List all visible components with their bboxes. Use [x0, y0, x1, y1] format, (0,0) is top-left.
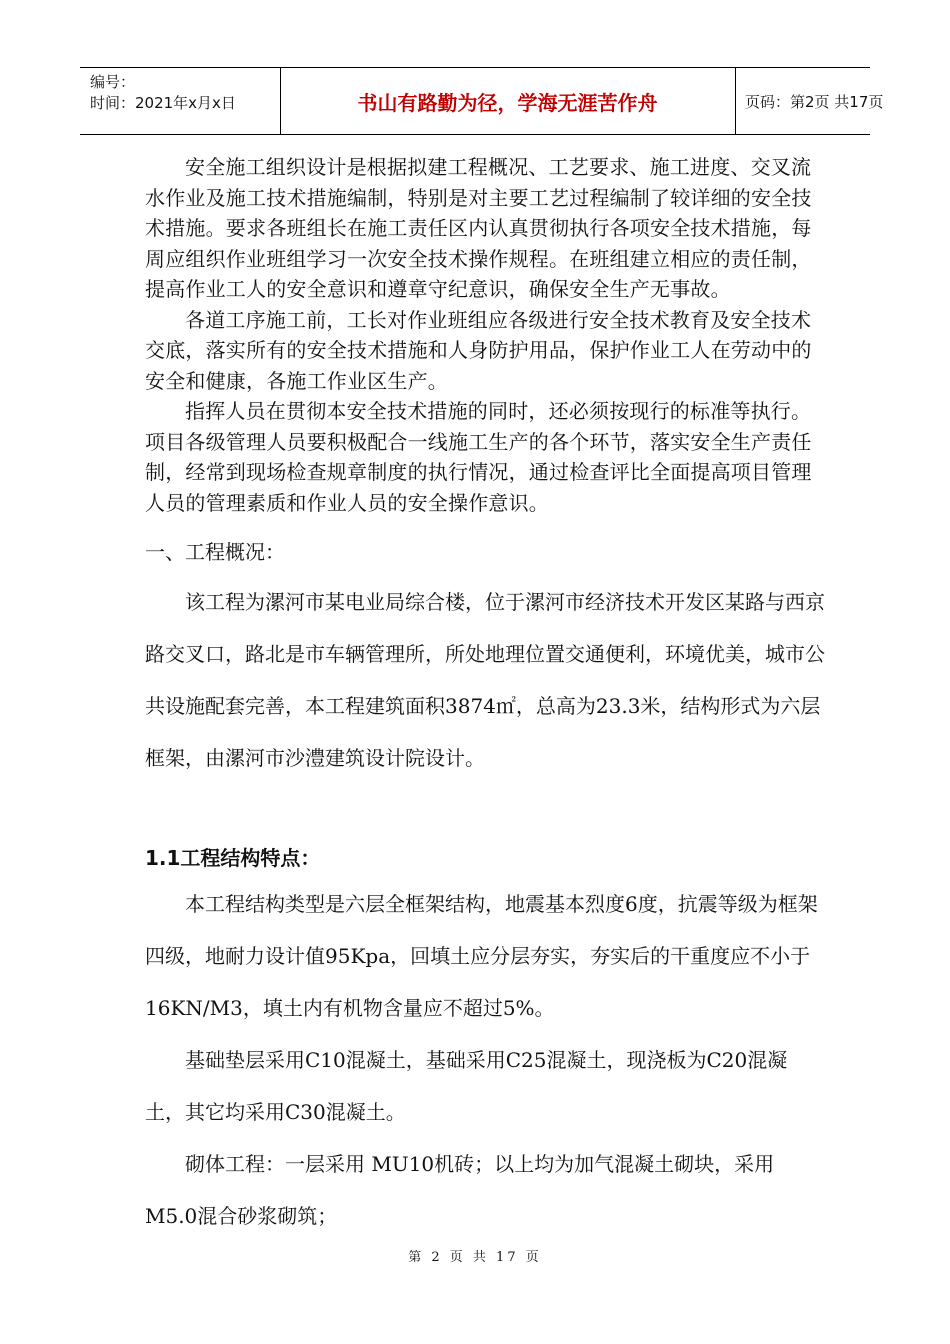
overview-paragraph: 该工程为漯河市某电业局综合楼，位于漯河市经济技术开发区某路与西京路交叉口，路北是市车辆管理所，所处地理位置交通便利，环境优美，城市公共设施配套完善，本工程建筑面积3874㎡，总高为23.3米，结构形式为六层框架，由漯河市沙澧建筑设计院设计。 [145, 590, 825, 770]
header-motto: 书山有路勤为径，学海无涯苦作舟 [357, 90, 658, 115]
doc-number-label: 编号： [90, 73, 136, 91]
intro-section [145, 152, 815, 518]
intro-paragraph: 各道工序施工前，工长对作业班组应各级进行安全技术教育及安全技术交底，落实所有的安全技术措施和人身防护用品，保护作业工人在劳动中的安全和健康，各施工作业区生产。 [145, 307, 812, 393]
structure-paragraph: 本工程结构类型是六层全框架结构，地震基本烈度6度，抗震等级为框架四级，地耐力设计值95Kpa，回填土应分层夯实，夯实后的干重度应不小于16KN/M3，填土内有机物含量应不超过5%。 [145, 892, 818, 1020]
header-page-code: 页码：第2页 共17页 [745, 92, 884, 111]
intro-paragraph: 指挥人员在贯彻本安全技术措施的同时，还必须按现行的标准等执行。项目各级管理人员要积极配合一线施工生产的各个环节，落实安全生产责任制，经常到现场检查规章制度的执行情况，通过检查评比全面提高项目管理人员的管理素质和作业人员的安全操作意识。 [145, 399, 812, 515]
header-divider [735, 68, 736, 134]
page-footer: 第 2 页 共 17 页 [408, 1250, 542, 1265]
header-meta [90, 72, 280, 114]
date-label: 时间：2021年x月x日 [90, 94, 236, 112]
structure-features [145, 878, 825, 1242]
structure-paragraph: 砌体工程：一层采用 MU10机砖；以上均为加气混凝土砌块，采用M5.0混合砂浆砌筑； [145, 1152, 775, 1228]
subsection-heading: 1.1工程结构特点： [145, 846, 321, 870]
page-header [80, 67, 884, 135]
section-heading: 一、工程概况： [145, 540, 285, 564]
structure-paragraph: 基础垫层采用C10混凝土，基础采用C25混凝土，现浇板为C20混凝土，其它均采用C30混凝土。 [145, 1048, 788, 1124]
intro-paragraph: 安全施工组织设计是根据拟建工程概况、工艺要求、施工进度、交叉流水作业及施工技术措施编制，特别是对主要工艺过程编制了较详细的安全技术措施。要求各班组长在施工责任区内认真贯彻执行各项安全技术措施，每周应组织作业班组学习一次安全技术操作规程。在班组建立相应的责任制，提高作业工人的安全意识和遵章守纪意识，确保安全生产无事故。 [145, 155, 812, 301]
project-overview [145, 576, 825, 784]
